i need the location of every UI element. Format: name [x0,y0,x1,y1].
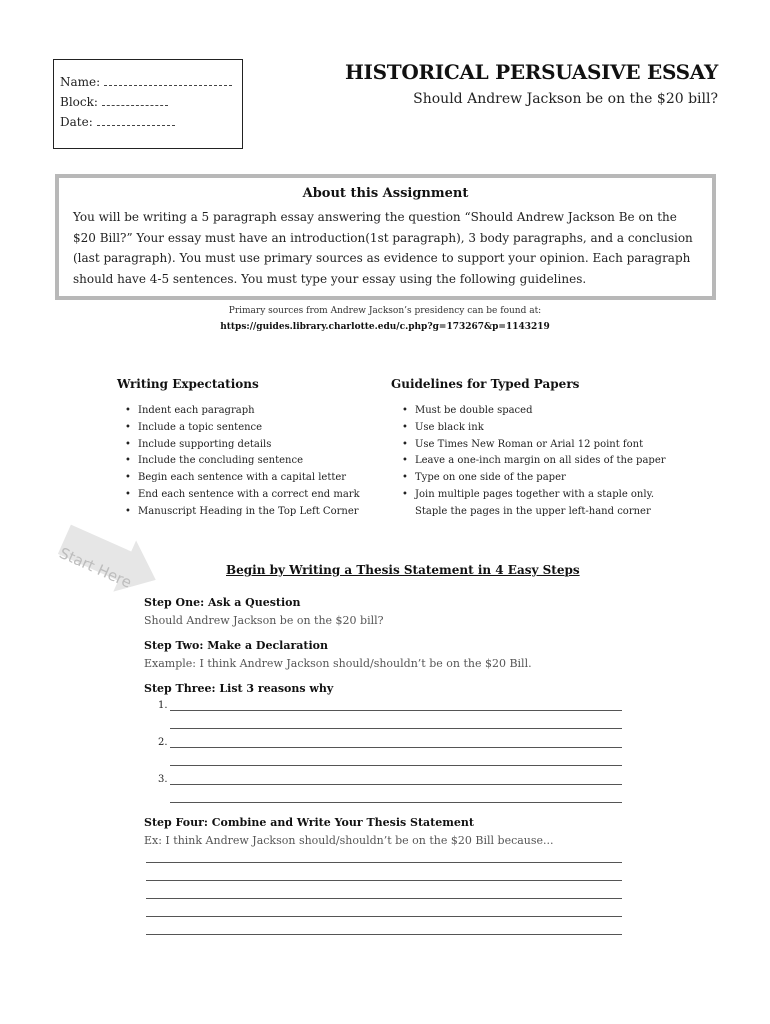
date-label: Date: [60,115,97,129]
step-four-label: Step Four: Combine and Write Your Thesis Statement [144,816,474,829]
list-item: • Begin each sentence with a capital letter [125,470,360,487]
thesis-line-3[interactable] [146,898,622,899]
list-item: • Include the concluding sentence [125,453,360,470]
start-here-text: Start Here [56,544,135,592]
list-item: • Indent each paragraph [125,403,360,420]
reason-3-number: 3. [158,774,168,785]
reason-1-number: 1. [158,700,168,711]
typed-guidelines-title: Guidelines for Typed Papers [391,377,580,391]
list-item: • Manuscript Heading in the Top Left Corner [125,504,360,521]
step-four-text: Ex: I think Andrew Jackson should/shouldn’t be on the $20 Bill because... [144,834,554,847]
block-row [60,92,242,112]
list-item: • Leave a one-inch margin on all sides of the paper [402,453,666,470]
list-item: • Join multiple pages together with a staple only. [402,487,666,504]
thesis-line-5[interactable] [146,934,622,935]
about-assignment-box [55,174,716,300]
list-item: • Include supporting details [125,437,360,454]
manuscript-heading-box [53,59,243,149]
date-blank[interactable] [97,114,175,126]
reason-1-line-a[interactable] [170,710,622,711]
writing-expectations-list [125,403,360,521]
about-text: You will be writing a 5 paragraph essay answering the question “Should Andrew Jackson Be on the $20 Bill?” Your essay must have an introduction(1st paragraph), 3 body paragraphs, and a conclusion (last paragraph). You must use primary sources as evidence to support your opinion. Each paragraph should have 4-5 sentences. You must type your essay using the following guidelines. [73,210,693,286]
date-row [60,112,242,132]
about-title: About this Assignment [302,186,469,201]
reason-2-line-a[interactable] [170,747,622,748]
reason-2-number: 2. [158,737,168,748]
step-three-label: Step Three: List 3 reasons why [144,682,334,695]
writing-expectations-title: Writing Expectations [117,377,259,391]
step-two-label: Step Two: Make a Declaration [144,639,328,652]
name-blank[interactable] [104,74,232,86]
list-item: • End each sentence with a correct end mark [125,487,360,504]
page-subtitle: Should Andrew Jackson be on the $20 bill? [413,91,718,107]
list-item: • Use black ink [402,420,666,437]
step-one-label: Step One: Ask a Question [144,596,301,609]
list-item: • Type on one side of the paper [402,470,666,487]
start-here-arrow-icon [56,524,166,596]
thesis-line-4[interactable] [146,916,622,917]
reason-1-line-b[interactable] [170,728,622,729]
list-item: • Include a topic sentence [125,420,360,437]
reason-3-line-a[interactable] [170,784,622,785]
list-item: • Use Times New Roman or Arial 12 point font [402,437,666,454]
block-blank[interactable] [102,94,168,106]
thesis-line-1[interactable] [146,862,622,863]
name-row [60,72,242,92]
thesis-line-2[interactable] [146,880,622,881]
list-item: Staple the pages in the upper left-hand corner [415,505,651,517]
step-two-text: Example: I think Andrew Jackson should/shouldn’t be on the $20 Bill. [144,657,532,670]
sources-link[interactable]: https://guides.library.charlotte.edu/c.php?g=173267&p=1143219 [220,322,550,332]
list-item: • Must be double spaced [402,403,666,420]
step-one-text: Should Andrew Jackson be on the $20 bill? [144,614,384,627]
page-title: HISTORICAL PERSUASIVE ESSAY [344,60,718,84]
reason-2-line-b[interactable] [170,765,622,766]
reason-3-line-b[interactable] [170,802,622,803]
block-label: Block: [60,95,102,109]
name-label: Name: [60,75,104,89]
typed-guidelines-list [402,403,666,521]
sources-note: Primary sources from Andrew Jackson’s presidency can be found at: [228,306,542,316]
thesis-section-title: Begin by Writing a Thesis Statement in 4 Easy Steps [226,563,580,577]
